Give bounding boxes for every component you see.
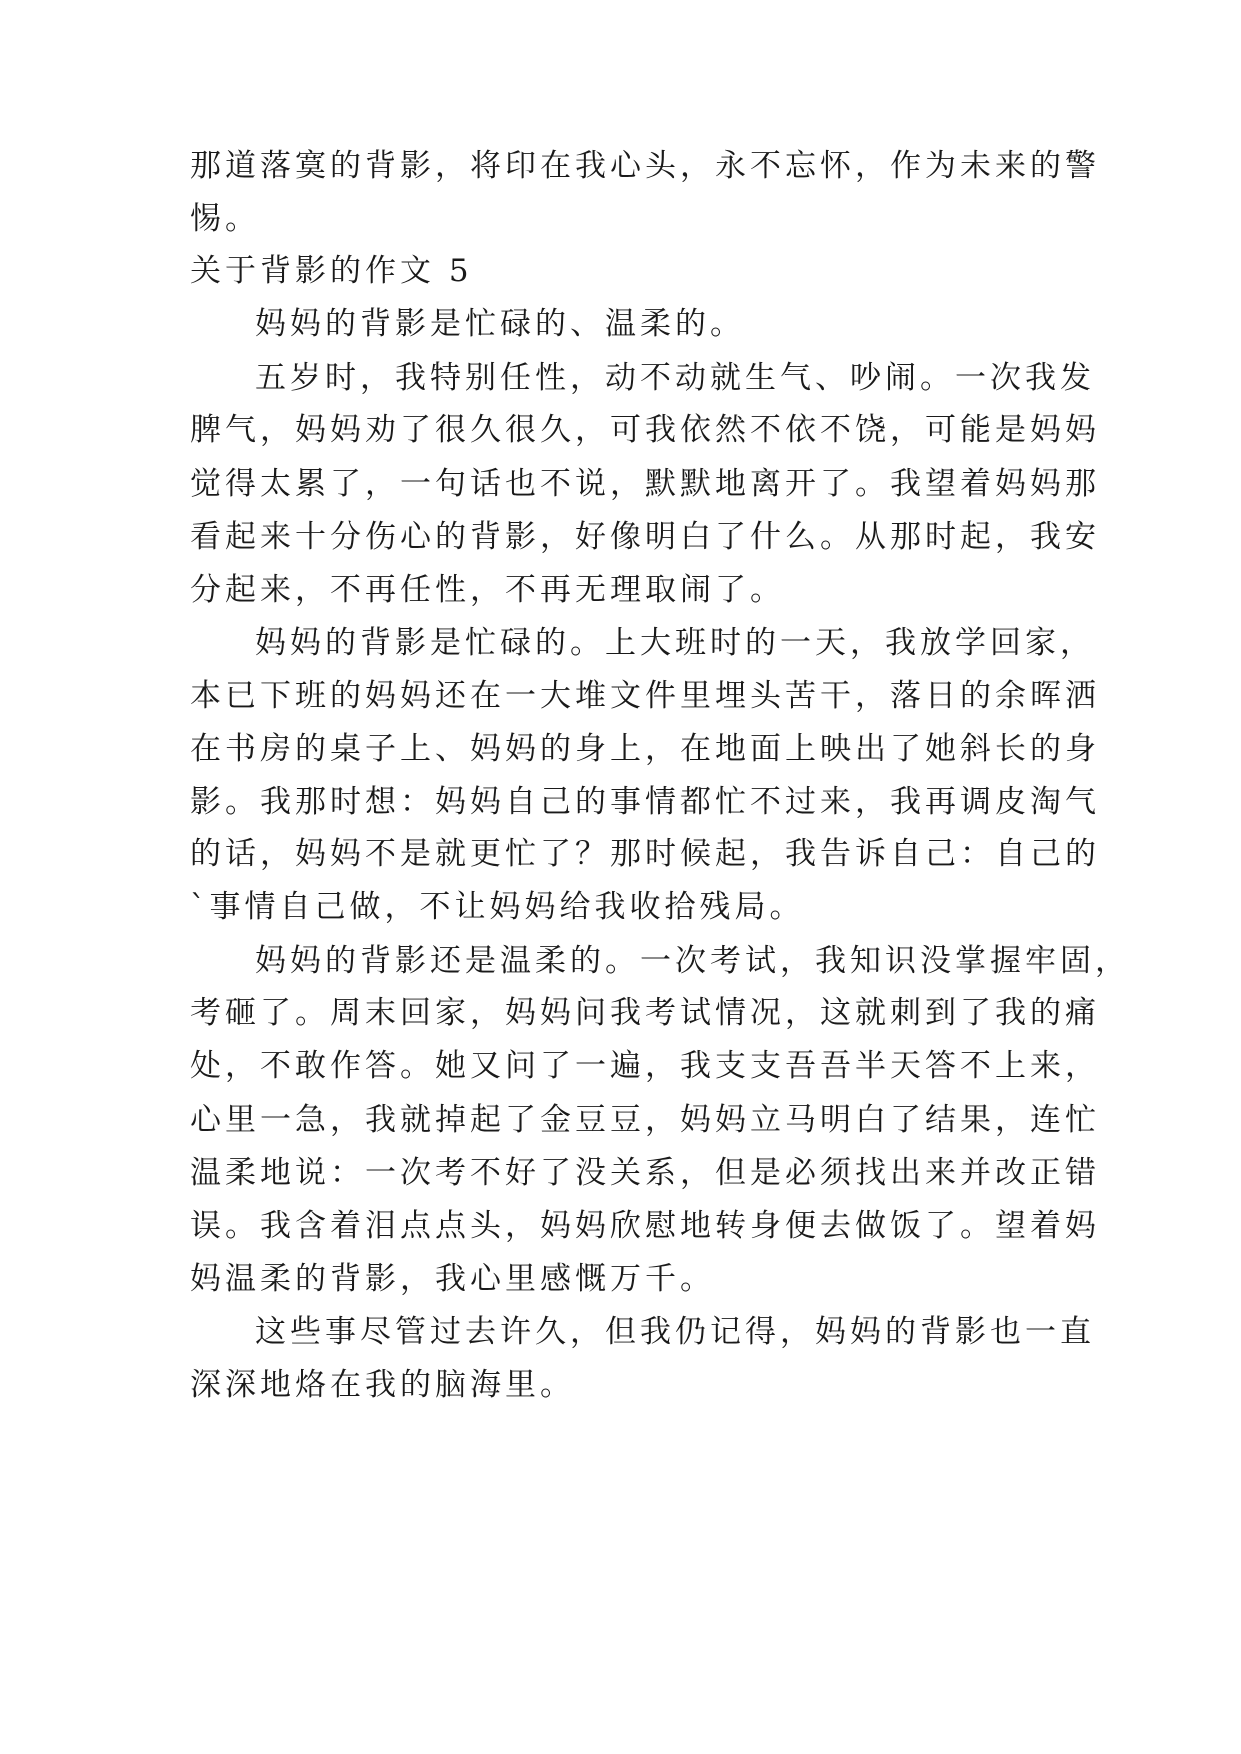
text-line: 心里一急，我就掉起了金豆豆，妈妈立马明白了结果，连忙	[190, 1102, 1100, 1138]
text-line: 这些事尽管过去许久，但我仍记得，妈妈的背影也一直	[255, 1314, 1095, 1350]
text-line: 影。我那时想：妈妈自己的事情都忙不过来，我再调皮淘气	[190, 784, 1100, 820]
text-line: 妈妈的背影是忙碌的。上大班时的一天，我放学回家，	[255, 625, 1095, 661]
text-line: 在书房的桌子上、妈妈的身上，在地面上映出了她斜长的身	[190, 731, 1100, 767]
text-line: 那道落寞的背影，将印在我心头，永不忘怀，作为未来的警	[190, 148, 1100, 184]
text-line: 妈妈的背影是忙碌的、温柔的。	[255, 306, 745, 342]
text-line: 温柔地说：一次考不好了没关系，但是必须找出来并改正错	[190, 1155, 1100, 1191]
text-line: 误。我含着泪点点头，妈妈欣慰地转身便去做饭了。望着妈	[190, 1208, 1100, 1244]
text-line: 看起来十分伤心的背影，好像明白了什么。从那时起，我安	[190, 519, 1100, 555]
text-line: 考砸了。周末回家，妈妈问我考试情况，这就刺到了我的痛	[190, 995, 1100, 1031]
text-line: 五岁时，我特别任性，动不动就生气、吵闹。一次我发	[255, 360, 1095, 396]
text-line: 妈温柔的背影，我心里感慨万千。	[190, 1261, 715, 1297]
section-heading: 关于背影的作文 5	[190, 253, 473, 289]
text-line: 脾气，妈妈劝了很久很久，可我依然不依不饶，可能是妈妈	[190, 412, 1100, 448]
text-line: 处，不敢作答。她又问了一遍，我支支吾吾半天答不上来，	[190, 1048, 1100, 1084]
text-line: 的话，妈妈不是就更忙了？那时候起，我告诉自己：自己的	[190, 836, 1100, 872]
text-line: 深深地烙在我的脑海里。	[190, 1367, 575, 1403]
text-line: 觉得太累了，一句话也不说，默默地离开了。我望着妈妈那	[190, 466, 1100, 502]
text-line: 惕。	[190, 201, 260, 237]
text-line: 本已下班的妈妈还在一大堆文件里埋头苦干，落日的余晖洒	[190, 678, 1100, 714]
text-line: `事情自己做，不让妈妈给我收拾残局。	[190, 889, 805, 925]
text-line: 分起来，不再任性，不再无理取闹了。	[190, 572, 785, 608]
text-line: 妈妈的背影还是温柔的。一次考试，我知识没掌握牢固，	[255, 943, 1130, 979]
